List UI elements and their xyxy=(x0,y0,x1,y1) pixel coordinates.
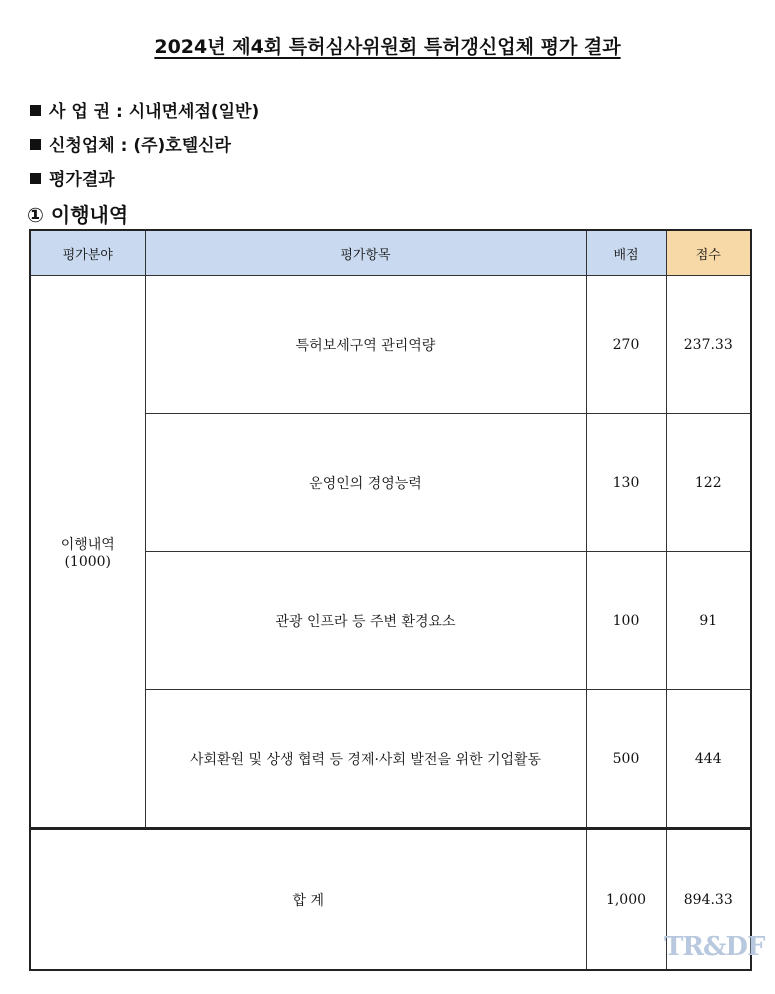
total-label: 합 계 xyxy=(30,829,586,971)
watermark-logo: TR&DF xyxy=(664,932,765,962)
header-item: 평가항목 xyxy=(145,230,586,276)
info-value: 시내면세점(일반) xyxy=(128,102,260,122)
document-title xyxy=(0,32,775,59)
item-cell: 사회환원 및 상생 협력 등 경제·사회 발전을 위한 기업활동 xyxy=(145,690,586,829)
score-cell: 122 xyxy=(666,414,751,552)
header-category: 평가분야 xyxy=(30,230,145,276)
total-allocation: 1,000 xyxy=(586,829,666,971)
info-applicant xyxy=(30,131,231,156)
category-cell xyxy=(30,276,145,829)
item-cell: 운영인의 경영능력 xyxy=(145,414,586,552)
allocation-cell: 270 xyxy=(586,276,666,414)
category-total: (1000) xyxy=(64,553,112,570)
evaluation-table xyxy=(29,229,752,971)
header-score: 점수 xyxy=(666,230,751,276)
allocation-cell: 500 xyxy=(586,690,666,829)
section-title: ① 이행내역 xyxy=(27,203,129,227)
table-row xyxy=(30,276,751,414)
allocation-cell: 130 xyxy=(586,414,666,552)
square-bullet-icon xyxy=(30,173,41,184)
score-cell: 91 xyxy=(666,552,751,690)
total-score: 894.33 xyxy=(666,829,751,971)
square-bullet-icon xyxy=(30,139,41,150)
score-cell: 444 xyxy=(666,690,751,829)
info-business-right xyxy=(30,97,259,122)
header-row xyxy=(30,230,751,276)
header-allocation: 배점 xyxy=(586,230,666,276)
score-cell: 237.33 xyxy=(666,276,751,414)
category-name: 이행내역 xyxy=(60,536,115,553)
info-label: 사 업 권 : xyxy=(49,102,123,122)
info-value: (주)호텔신라 xyxy=(133,136,231,156)
info-label: 신청업체 : xyxy=(49,136,128,156)
info-label: 평가결과 xyxy=(49,170,115,190)
total-row xyxy=(30,829,751,971)
item-cell: 관광 인프라 등 주변 환경요소 xyxy=(145,552,586,690)
square-bullet-icon xyxy=(30,105,41,116)
info-result xyxy=(30,165,115,190)
title-text: 2024년 제4회 특허심사위원회 특허갱신업체 평가 결과 xyxy=(154,36,621,58)
allocation-cell: 100 xyxy=(586,552,666,690)
item-cell: 특허보세구역 관리역량 xyxy=(145,276,586,414)
